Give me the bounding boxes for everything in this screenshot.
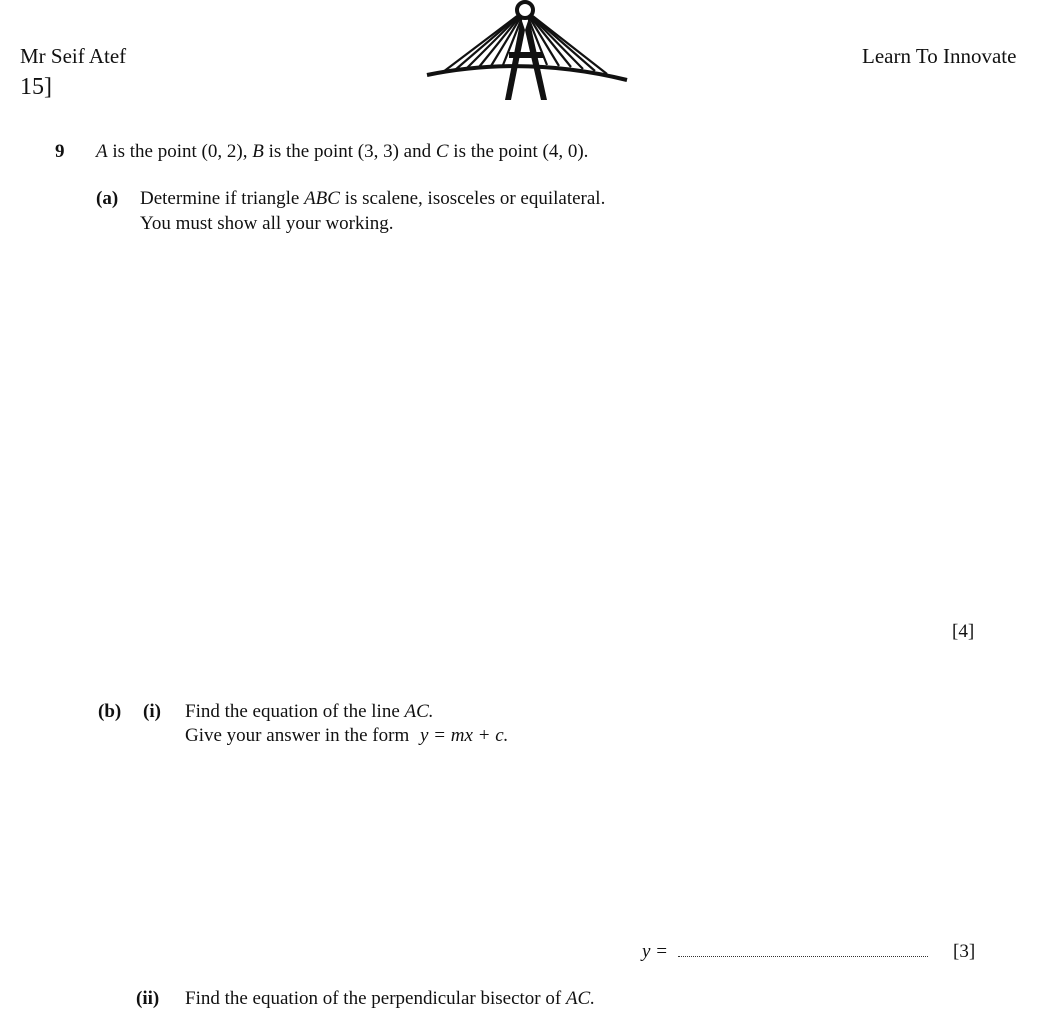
compass-bridge-logo-icon [425, 0, 630, 105]
answer-label: y = [642, 941, 669, 962]
part-b-ii-line-var: AC. [565, 988, 595, 1009]
part-a-line2: You must show all your working. [140, 213, 394, 234]
answer-line [642, 941, 928, 963]
part-b-ii-label: (ii) [136, 988, 160, 1009]
part-a-line1-post: is scalene, isosceles or equilateral. [344, 188, 606, 209]
part-b-i-line2-pre: Give your answer in the form [185, 725, 410, 746]
part-b-i-line-var: AC. [404, 701, 434, 722]
var-a: A [96, 141, 108, 162]
part-a-line1 [140, 188, 605, 210]
part-b-i-line2 [185, 725, 508, 747]
part-a-line1-pre: Determine if triangle [140, 188, 300, 209]
part-a-label: (a) [96, 188, 119, 209]
var-c: C [435, 141, 449, 162]
var-b: B [252, 141, 264, 162]
part-b-i-line1 [185, 701, 434, 723]
part-b-ii-line1-pre: Find the equation of the perpendicular bisector of [185, 988, 562, 1009]
part-b-i-label: (i) [143, 701, 161, 722]
part-a-marks: [4] [952, 621, 975, 642]
part-b-i-line1-pre: Find the equation of the line [185, 701, 400, 722]
part-a-triangle-var: ABC [304, 188, 340, 209]
header-slogan: Learn To Innovate [862, 44, 1017, 68]
intro-text-1: is the point (0, 2), [112, 141, 248, 162]
part-b-i-marks: [3] [953, 941, 976, 962]
header-page-ref: 15] [20, 74, 52, 100]
intro-text-3: is the point (4, 0). [453, 141, 589, 162]
question-number: 9 [55, 141, 65, 162]
part-b-i-form: y = mx + c. [420, 725, 509, 746]
intro-text-2: is the point (3, 3) and [268, 141, 432, 162]
header-author: Mr Seif Atef [20, 44, 127, 68]
part-b-label: (b) [98, 701, 122, 722]
answer-dotted-line[interactable] [678, 955, 928, 957]
question-intro [96, 141, 588, 163]
part-b-ii-line1 [185, 988, 595, 1010]
